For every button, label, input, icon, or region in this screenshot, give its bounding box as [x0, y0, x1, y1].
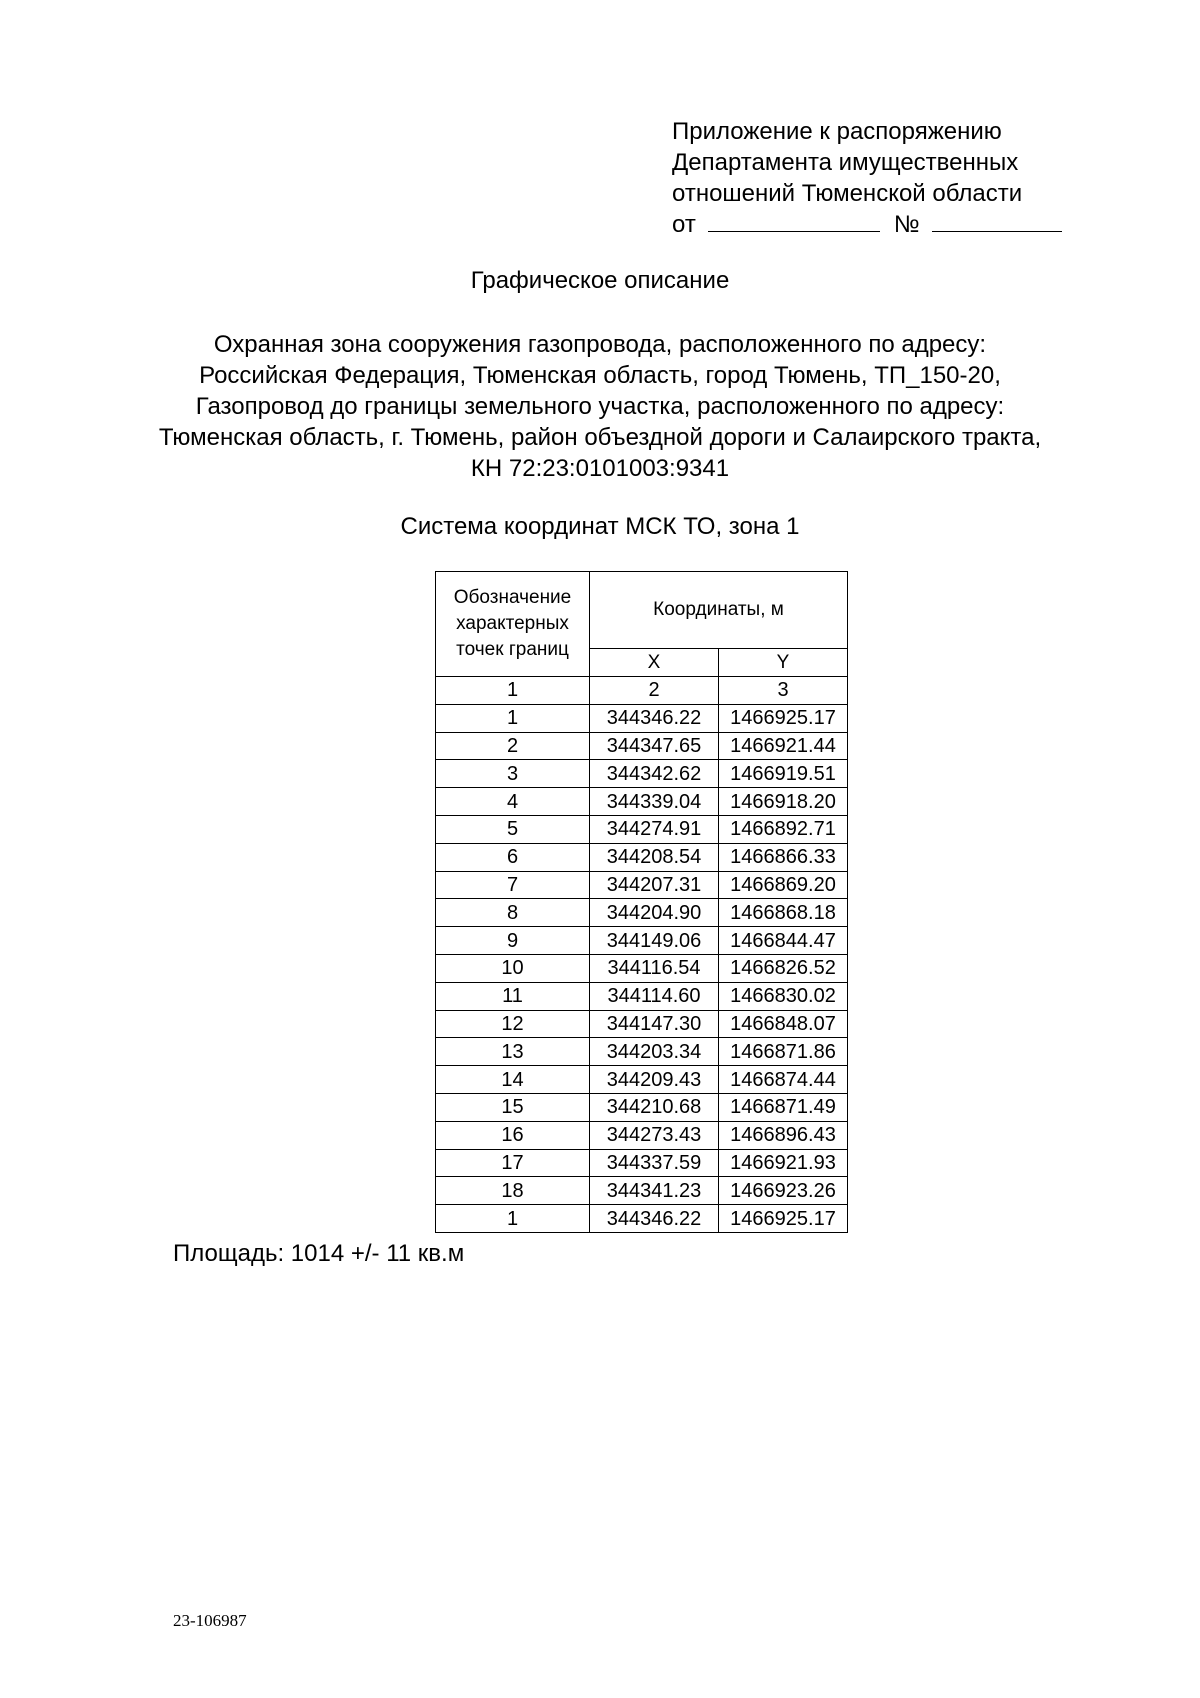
y-cell: 1466871.86 [719, 1038, 848, 1066]
x-cell: 344149.06 [590, 927, 719, 955]
table-row [436, 871, 848, 899]
x-cell: 344210.68 [590, 1093, 719, 1121]
table-row [436, 1093, 848, 1121]
point-cell: 1 [436, 704, 590, 732]
description-line: КН 72:23:0101003:9341 [470, 455, 730, 482]
y-cell: 1466923.26 [719, 1177, 848, 1205]
point-cell: 8 [436, 899, 590, 927]
table-row [436, 1038, 848, 1066]
y-cell: 1466896.43 [719, 1121, 848, 1149]
x-cell: 344209.43 [590, 1066, 719, 1094]
y-cell: 1466826.52 [719, 954, 848, 982]
table-row [436, 1149, 848, 1177]
y-cell: 1466918.20 [719, 788, 848, 816]
x-cell: 344114.60 [590, 982, 719, 1010]
header-points-line: характерных [456, 613, 569, 634]
description-line: Охранная зона сооружения газопровода, расположенного по адресу: [213, 331, 987, 358]
table-row [436, 1010, 848, 1038]
point-cell: 14 [436, 1066, 590, 1094]
table-body [436, 677, 848, 1233]
x-cell: 344116.54 [590, 954, 719, 982]
y-cell: 1466868.18 [719, 899, 848, 927]
y-cell: 1466844.47 [719, 927, 848, 955]
date-blank [708, 209, 880, 232]
point-cell: 16 [436, 1121, 590, 1149]
table-row [436, 815, 848, 843]
number-sign: № [893, 211, 920, 238]
description-line: Газопровод до границы земельного участка, расположенного по адресу: [195, 393, 1005, 420]
y-cell: 1466925.17 [719, 1205, 848, 1233]
x-cell: 344147.30 [590, 1010, 719, 1038]
x-cell: 344342.62 [590, 760, 719, 788]
table-row [436, 927, 848, 955]
x-cell: 344337.59 [590, 1149, 719, 1177]
table-row [436, 982, 848, 1010]
x-cell: 344339.04 [590, 788, 719, 816]
area-label: Площадь: 1014 +/- 11 кв.м [173, 1240, 465, 1267]
point-cell: 7 [436, 871, 590, 899]
x-cell: 344203.34 [590, 1038, 719, 1066]
numbering-cell: 1 [436, 677, 590, 705]
zone-description [0, 329, 1200, 484]
x-cell: 344274.91 [590, 815, 719, 843]
point-cell: 10 [436, 954, 590, 982]
header-points [436, 572, 590, 677]
x-cell: 344346.22 [590, 1205, 719, 1233]
date-prefix: от [672, 211, 696, 238]
y-cell: 1466925.17 [719, 704, 848, 732]
numbering-row [436, 677, 848, 705]
point-cell: 13 [436, 1038, 590, 1066]
y-cell: 1466892.71 [719, 815, 848, 843]
document-title: Графическое описание [470, 267, 730, 294]
number-blank [932, 209, 1062, 232]
appendix-line-1: Приложение к распоряжению [672, 118, 1002, 145]
y-cell: 1466921.44 [719, 732, 848, 760]
document-number: 23-106987 [173, 1611, 247, 1630]
point-cell: 6 [436, 843, 590, 871]
point-cell: 12 [436, 1010, 590, 1038]
x-cell: 344346.22 [590, 704, 719, 732]
y-cell: 1466866.33 [719, 843, 848, 871]
description-line: Российская Федерация, Тюменская область, город Тюмень, ТП_150-20, [199, 362, 1001, 389]
y-cell: 1466848.07 [719, 1010, 848, 1038]
appendix-header [672, 116, 1062, 240]
y-cell: 1466921.93 [719, 1149, 848, 1177]
table-row [436, 1121, 848, 1149]
coordinates-table [435, 571, 848, 1233]
table-row [436, 704, 848, 732]
appendix-date-line [672, 209, 1062, 240]
table-row [436, 954, 848, 982]
table-row [436, 899, 848, 927]
table-row [436, 843, 848, 871]
numbering-cell: 2 [590, 677, 719, 705]
table-row [436, 1066, 848, 1094]
point-cell: 5 [436, 815, 590, 843]
appendix-line-3: отношений Тюменской области [672, 180, 1023, 207]
header-x: X [590, 649, 719, 677]
table-row [436, 760, 848, 788]
description-line: Тюменская область, г. Тюмень, район объездной дороги и Салаирского тракта, [158, 424, 1042, 451]
header-coordinates: Координаты, м [590, 572, 848, 649]
header-y: Y [719, 649, 848, 677]
x-cell: 344207.31 [590, 871, 719, 899]
appendix-line-2: Департамента имущественных [672, 149, 1019, 176]
x-cell: 344204.90 [590, 899, 719, 927]
y-cell: 1466869.20 [719, 871, 848, 899]
header-points-line: Обозначение [453, 587, 572, 608]
y-cell: 1466874.44 [719, 1066, 848, 1094]
point-cell: 15 [436, 1093, 590, 1121]
y-cell: 1466830.02 [719, 982, 848, 1010]
table-row [436, 732, 848, 760]
x-cell: 344208.54 [590, 843, 719, 871]
point-cell: 9 [436, 927, 590, 955]
point-cell: 3 [436, 760, 590, 788]
table-row [436, 1177, 848, 1205]
point-cell: 1 [436, 1205, 590, 1233]
table-row [436, 788, 848, 816]
y-cell: 1466871.49 [719, 1093, 848, 1121]
x-cell: 344273.43 [590, 1121, 719, 1149]
point-cell: 4 [436, 788, 590, 816]
point-cell: 18 [436, 1177, 590, 1205]
table-row [436, 1205, 848, 1233]
point-cell: 2 [436, 732, 590, 760]
point-cell: 11 [436, 982, 590, 1010]
numbering-cell: 3 [719, 677, 848, 705]
header-points-line: точек границ [456, 639, 569, 660]
x-cell: 344347.65 [590, 732, 719, 760]
x-cell: 344341.23 [590, 1177, 719, 1205]
point-cell: 17 [436, 1149, 590, 1177]
y-cell: 1466919.51 [719, 760, 848, 788]
coordinate-system-label: Система координат МСК ТО, зона 1 [400, 513, 800, 540]
